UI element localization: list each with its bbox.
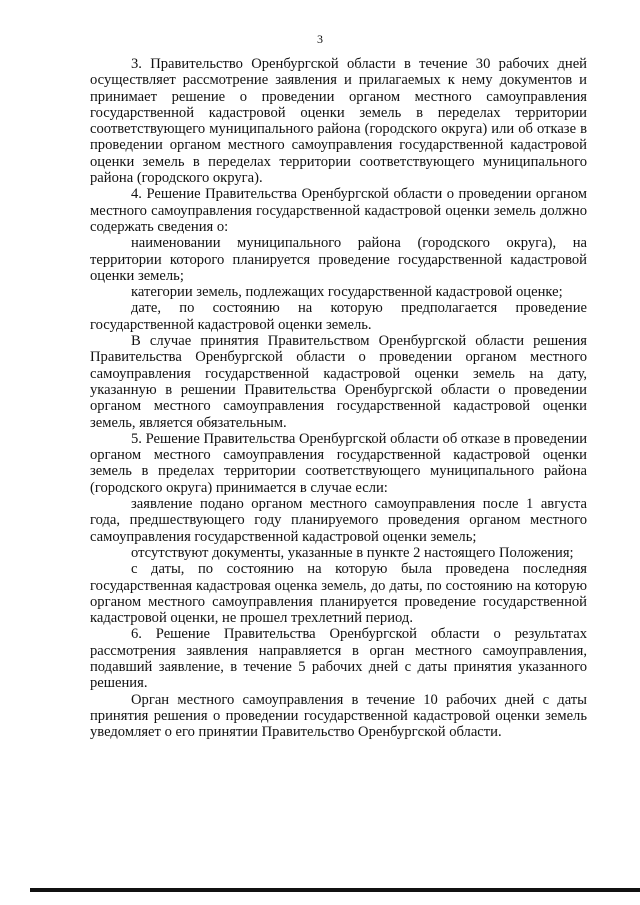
page-number: 3 — [317, 32, 323, 46]
paragraph-5-item-period: с даты, по состоянию на которую была проведена последняя государственная кадастровая оценка земель, до даты, по состоянию на которую органом местного самоуправления планируется проведение государственной кадастровой оценки, не прошел трехлетний период. — [90, 561, 587, 627]
paragraph-4: 4. Решение Правительства Оренбургской области о проведении органом местного самоуправления государственной кадастровой оценки земель должно содержать сведения о: — [90, 186, 587, 235]
paragraph-5: 5. Решение Правительства Оренбургской области об отказе в проведении органом местного самоуправления государственной кадастровой оценки земель в пределах территории соответствующего муниципального района (городского округа) принимается в случае если: — [90, 430, 587, 496]
paragraph-6-notification: Орган местного самоуправления в течение 10 рабочих дней с даты принятия решения о проведении государственной кадастровой оценки земель уведомляет о его принятии Правительство Оренбургской области. — [90, 691, 587, 741]
paragraph-4-item-date: дате, по состоянию на которую предполагается проведение государственной кадастровой оценки земель. — [90, 300, 587, 333]
paragraph-5-item-late: заявление подано органом местного самоуправления после 1 августа года, предшествующего году планируемого проведения органом местного самоуправления государственной кадастровой оценки земель; — [90, 496, 587, 545]
bottom-border-line — [30, 888, 640, 892]
paragraph-6: 6. Решение Правительства Оренбургской области о результатах рассмотрения заявления направляется в орган местного самоуправления, подавший заявление, в течение 5 рабочих дней с даты принятия указанного решения. — [90, 626, 587, 692]
paragraph-3: 3. Правительство Оренбургской области в течение 30 рабочих дней осуществляет рассмотрение заявления и прилагаемых к нему документов и принимает решение о проведении органом местного самоуправления государственной кадастровой оценки земель в переделах территории соответствующего муниципального района (городского округа) или об отказе в проведении органом местного самоуправления государственной кадастровой оценки земель в переделах территории соответствующего муниципального района (городского округа). — [90, 56, 587, 187]
paragraph-4-item-name: наименовании муниципального района (городского округа), на территории которого планируется проведение государственной кадастровой оценки земель; — [90, 235, 587, 284]
paragraph-4-item-category: категории земель, подлежащих государственной кадастровой оценке; — [131, 284, 563, 301]
document-body — [90, 56, 587, 740]
paragraph-5-item-documents: отсутствуют документы, указанные в пункте 2 настоящего Положения; — [131, 544, 574, 561]
paragraph-4-note: В случае принятия Правительством Оренбургской области решения Правительства Оренбургской области о проведении органом местного самоуправления государственной кадастровой оценки земель на дату, указанную в решении Правительства Оренбургской области о проведении органом местного самоуправления государственной кадастровой оценки земель, является обязательным. — [90, 333, 587, 431]
